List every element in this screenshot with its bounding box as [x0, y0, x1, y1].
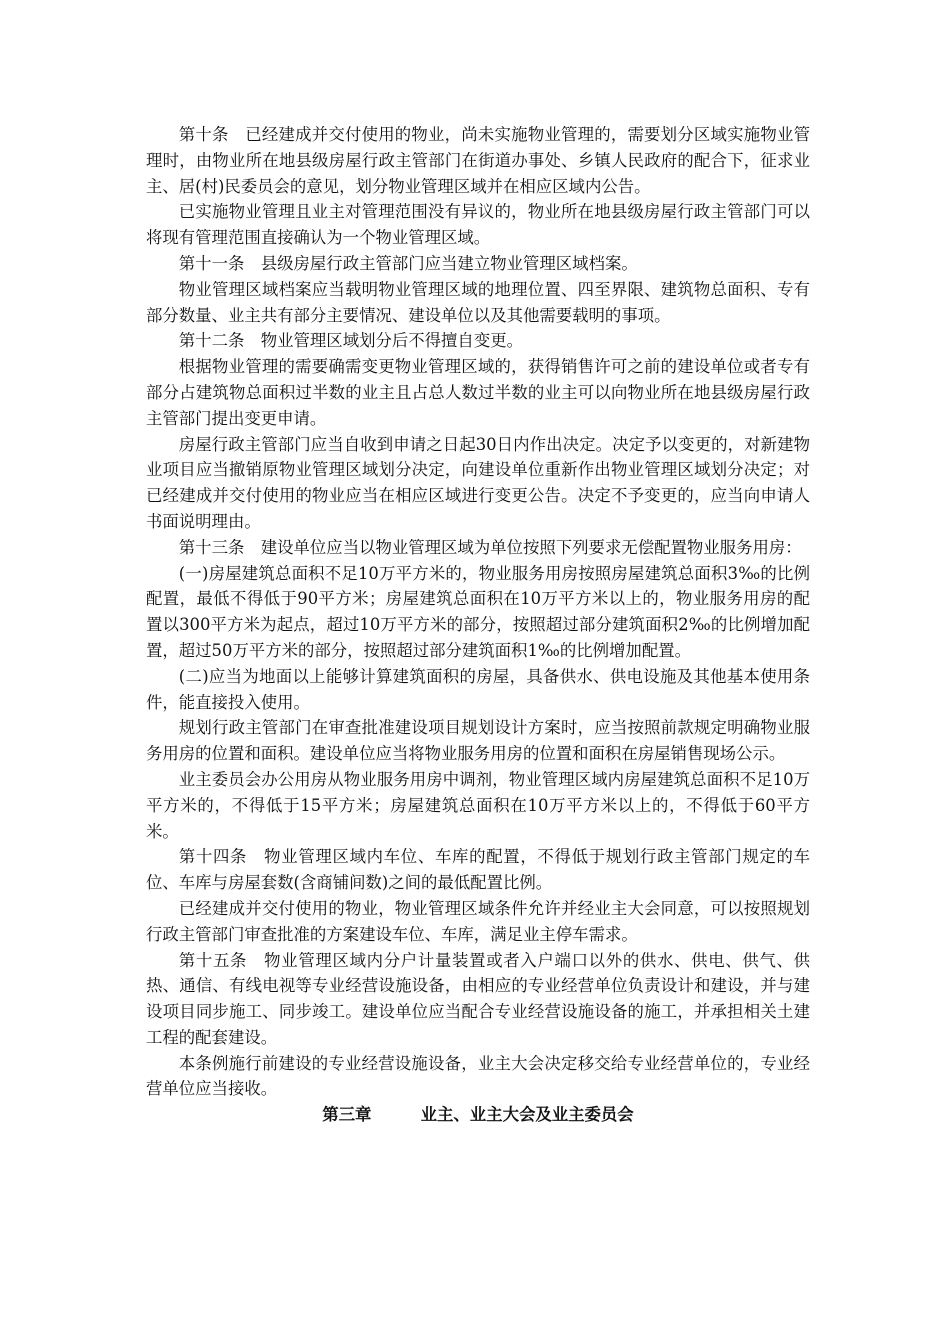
- article-10-paragraph: 第十条 已经建成并交付使用的物业，尚未实施物业管理的，需要划分区域实施物业管理时，由物业所在地县级房屋行政主管部门在街道办事处、乡镇人民政府的配合下，征求业主、居(村)民委员会的意见，划分物业管理区域并在相应区域内公告。: [146, 125, 810, 196]
- regulation-text: [146, 122, 810, 1128]
- article-15-clause-2: 本条例施行前建设的专业经营设施设备，业主大会决定移交给专业经营单位的，专业经营单位应当接收。: [146, 1053, 810, 1099]
- article-10-clause-2: 已实施物业管理且业主对管理范围没有异议的，物业所在地县级房屋行政主管部门可以将现有管理范围直接确认为一个物业管理区域。: [146, 202, 810, 248]
- article-13-clause-3: 业主委员会办公用房从物业服务用房中调剂，物业管理区域内房屋建筑总面积不足10万平方米的，不得低于15平方米；房屋建筑总面积在10万平方米以上的，不得低于60平方米。: [146, 769, 810, 841]
- article-13-clause-2: 规划行政主管部门在审查批准建设项目规划设计方案时，应当按照前款规定明确物业服务用房的位置和面积。建设单位应当将物业服务用房的位置和面积在房屋销售现场公示。: [146, 718, 810, 764]
- article-11-paragraph: 第十一条 县级房屋行政主管部门应当建立物业管理区域档案。: [178, 253, 638, 273]
- article-13-item-1: (一)房屋建筑总面积不足10万平方米的，物业服务用房按照房屋建筑总面积3‰的比例配置，最低不得低于90平方米；房屋建筑总面积在10万平方米以上的，物业服务用房的配置以300平方米为起点，超过10万平方米的部分，按照超过部分建筑面积2‰的比例增加配置，超过50万平方米的部分，按照超过部分建筑面积1‰的比例增加配置。: [146, 563, 810, 660]
- article-14-clause-2: 已经建成并交付使用的物业，物业管理区域条件允许并经业主大会同意，可以按照规划行政主管部门审查批准的方案建设车位、车库，满足业主停车需求。: [146, 898, 810, 944]
- article-12-clause-2: 根据物业管理的需要确需变更物业管理区域的，获得销售许可之前的建设单位或者专有部分占建筑物总面积过半数的业主且占总人数过半数的业主可以向物业所在地县级房屋行政主管部门提出变更申请。: [146, 357, 810, 428]
- article-15-paragraph: 第十五条 物业管理区域内分户计量装置或者入户端口以外的供水、供电、供气、供热、通信、有线电视等专业经营设施设备，由相应的专业经营单位负责设计和建设，并与建设项目同步施工、同步竣工。建设单位应当配合专业经营设施设备的施工，并承担相关土建工程的配套建设。: [146, 950, 810, 1047]
- chapter-3-heading: 第三章 业主、业主大会及业主委员会: [322, 1105, 634, 1125]
- article-12-paragraph: 第十二条 物业管理区域划分后不得擅自变更。: [178, 331, 523, 351]
- article-12-clause-3: 房屋行政主管部门应当自收到申请之日起30日内作出决定。决定予以变更的，对新建物业项目应当撤销原物业管理区域划分决定，向建设单位重新作出物业管理区域划分决定；对已经建成并交付使用的物业应当在相应区域进行变更公告。决定不予变更的，应当向申请人书面说明理由。: [146, 434, 810, 531]
- article-14-paragraph: 第十四条 物业管理区域内车位、车库的配置，不得低于规划行政主管部门规定的车位、车库与房屋套数(含商铺间数)之间的最低配置比例。: [146, 847, 810, 893]
- article-13-paragraph: 第十三条 建设单位应当以物业管理区域为单位按照下列要求无偿配置物业服务用房：: [178, 537, 802, 557]
- article-11-clause-2: 物业管理区域档案应当载明物业管理区域的地理位置、四至界限、建筑物总面积、专有部分数量、业主共有部分主要情况、建设单位以及其他需要载明的事项。: [146, 279, 810, 325]
- article-13-item-2: (二)应当为地面以上能够计算建筑面积的房屋，具备供水、供电设施及其他基本使用条件，能直接投入使用。: [146, 666, 810, 712]
